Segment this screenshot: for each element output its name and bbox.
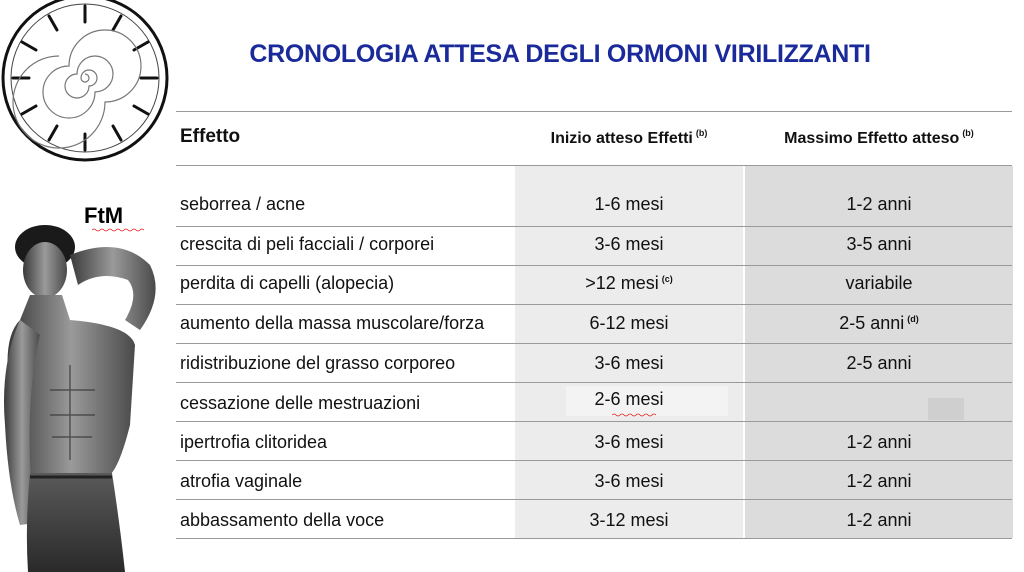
row-max: 1-2 anni: [846, 432, 912, 452]
table-top-rule: [176, 111, 1012, 112]
row-max-value: 2-5 anni: [839, 313, 905, 333]
row-effect: abbassamento della voce: [180, 510, 385, 530]
table-bottom-rule: [176, 538, 1012, 539]
row-start-note: (c): [661, 274, 673, 284]
row-start: 3-6 mesi: [594, 234, 664, 254]
table-row-rule: [176, 499, 1012, 500]
row-start: 1-6 mesi: [594, 194, 664, 214]
table-row-rule: [176, 421, 1012, 422]
table-row-rule: [176, 460, 1012, 461]
row-max: 1-2 anni: [846, 194, 912, 214]
row-effect: aumento della massa muscolare/forza: [180, 313, 485, 333]
row-max: 1-2 anni: [846, 471, 912, 491]
row-start: 3-6 mesi: [594, 471, 664, 491]
row-max: 1-2 anni: [846, 510, 912, 530]
table-row-rule: [176, 304, 1012, 305]
shirtless-man-image: [0, 225, 190, 572]
header-start-note: (b): [695, 128, 708, 138]
row-effect: cessazione delle mestruazioni: [180, 393, 421, 413]
table-row-rule: [176, 382, 1012, 383]
row-effect: ridistribuzione del grasso corporeo: [180, 353, 456, 373]
header-max: [745, 128, 1013, 148]
table-row-rule: [176, 265, 1012, 266]
row-start: 6-12 mesi: [589, 313, 669, 333]
row-effect: ipertrofia clitoridea: [180, 432, 328, 452]
header-effect: Effetto: [180, 126, 241, 147]
table-header-rule: [176, 165, 1012, 166]
table-row-rule: [176, 226, 1012, 227]
header-start-label: Inizio atteso Effetti: [550, 130, 693, 147]
spellcheck-underline: [612, 413, 656, 417]
row-max: [745, 313, 1013, 334]
row-start: [515, 273, 743, 294]
row-max: variabile: [845, 273, 913, 293]
row-start-value: >12 mesi: [585, 273, 659, 293]
row-start: 2-6 mesi: [594, 389, 664, 409]
page-title: CRONOLOGIA ATTESA DEGLI ORMONI VIRILIZZANTI: [249, 40, 871, 68]
row-effect: crescita di peli facciali / corporei: [180, 234, 435, 254]
row-max: 3-5 anni: [846, 234, 912, 254]
spellcheck-underline: [92, 228, 146, 232]
row-effect: atrofia vaginale: [180, 471, 303, 491]
header-max-label: Massimo Effetto atteso: [784, 130, 960, 147]
table-row-rule: [176, 343, 1012, 344]
header-start: [515, 128, 743, 148]
row-max-note: (d): [907, 314, 919, 324]
row-start: 3-12 mesi: [589, 510, 669, 530]
ftm-label: FtM: [84, 203, 124, 228]
empty-cell-patch: [928, 398, 964, 420]
row-start: 3-6 mesi: [594, 353, 664, 373]
spiral-clock-icon: [0, 0, 170, 165]
row-effect: seborrea / acne: [180, 194, 306, 214]
header-max-note: (b): [962, 128, 974, 138]
row-max: 2-5 anni: [846, 353, 912, 373]
row-effect: perdita di capelli (alopecia): [180, 273, 395, 293]
row-start: 3-6 mesi: [594, 432, 664, 452]
